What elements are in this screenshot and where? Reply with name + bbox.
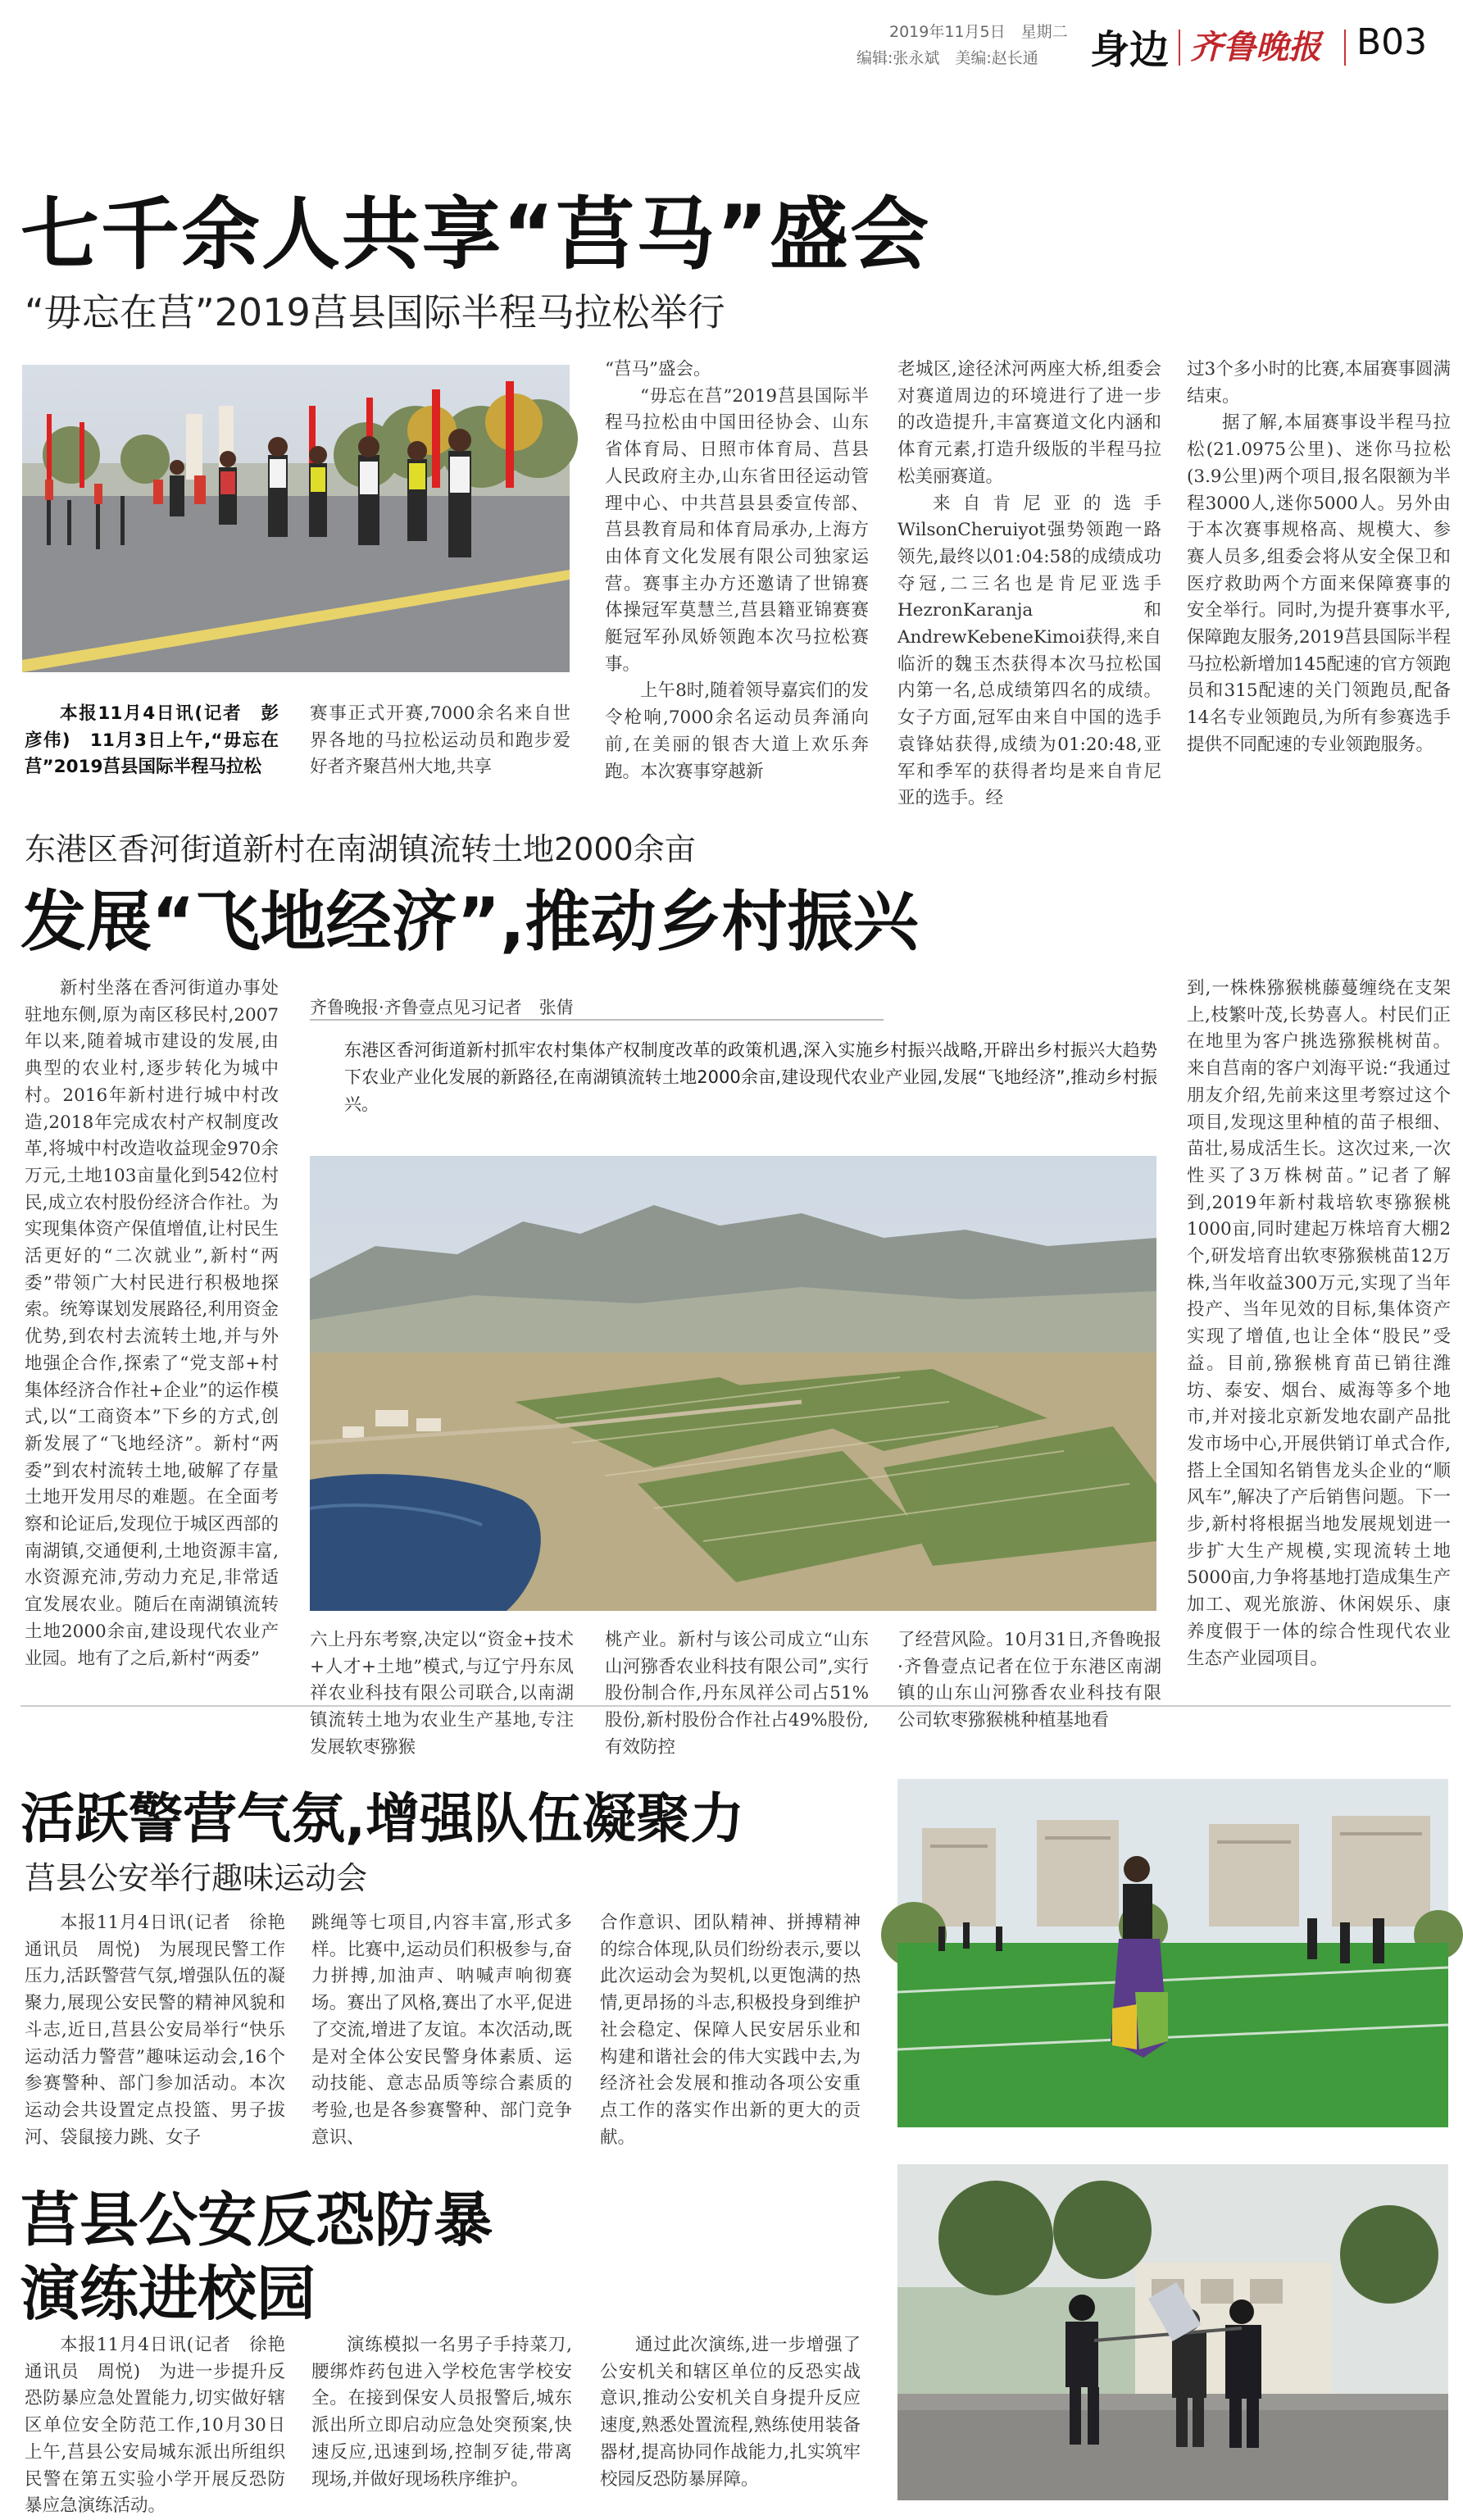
story2-left-col bbox=[25, 976, 279, 1689]
story4-col2 bbox=[311, 2332, 572, 2500]
story4-headline-line1: 莒县公安反恐防暴 bbox=[20, 2186, 493, 2254]
story4-col3-text: 通过此次演练,进一步增强了公安机关和辖区单位的反恐实战意识,推动公安机关自身提升反应速度,熟悉处置流程,熟练使用装备器材,提高协同作战能力,扎实筑牢校园反恐防暴屏障。 bbox=[600, 2335, 861, 2490]
story2-right-col bbox=[1187, 976, 1451, 1689]
sports-meet-photo bbox=[897, 1779, 1448, 2127]
story2-right-text: 到,一株株猕猴桃藤蔓缠绕在支架上,枝繁叶茂,长势喜人。村民们正在地里为客户挑选猕猴桃树苗。来自莒南的客户刘海平说:“我通过朋友介绍,先前来这里考察过这个项目,发现这里种植的苗子根细、苗壮,易成活生长。这次过来,一次性买了3万株树苗。”记者了解到,2019年新村栽培软枣猕猴桃1000亩,同时建起万株培育大棚2个,研发培育出软枣猕猴桃苗12万株,当年收益300万元,实现了当年投产、当年见效的目标,集体资产实现了增值,也让全体“股民”受益。目前,猕猴桃育苗已销往潍坊、泰安、烟台、威海等多个地市,并对接北京新发地农副产品批发市场中心,开展供销订单式合作,搭上全国知名销售龙头企业的“顺风车”,解决了产后销售问题。下一步,新村将根据当地发展规划进一步扩大生产规模,实现流转土地5000亩,力争将基地打造成集生产加工、观光旅游、休闲娱乐、康养度假于一体的综合性现代农业生态产业园项目。 bbox=[1187, 978, 1451, 1669]
page-number: B03 bbox=[1356, 21, 1428, 63]
story1-col1b bbox=[310, 701, 570, 812]
story1-subhead: “毋忘在莒”2019莒县国际半程马拉松举行 bbox=[25, 290, 725, 334]
story2-intro bbox=[344, 1037, 1157, 1148]
farmland-aerial-photo bbox=[310, 1156, 1156, 1611]
story1-col2c: 上午8时,随着领导嘉宾们的发令枪响,7000余名运动员奔涌向前,在美丽的银杏大道上欢乐奔跑。本次赛事穿越新 bbox=[605, 680, 869, 782]
story2-byline: 齐鲁晚报·齐鲁壹点见习记者 张倩 bbox=[310, 998, 574, 1017]
story1-col1b-text: 赛事正式开赛,7000余名来自世界各地的马拉松运动员和跑步爱好者齐聚莒州大地,共享 bbox=[310, 703, 570, 778]
story2-mid1-text: 六上丹东考察,决定以“资金+技术+人才+土地”模式,与辽宁丹东凤祥农业科技有限公司联合,以南湖镇流转土地为农业生产基地,专注发展软枣猕猴 bbox=[310, 1630, 574, 1758]
section-title: 身边 bbox=[1090, 27, 1170, 73]
story3-col1-text: 本报11月4日讯(记者 徐艳 通讯员 周悦) 为展现民警工作压力,活跃警营气氛,增强队伍的凝聚力,展现公安民警的精神风貌和斗志,近日,莒县公安局举行“快乐运动活力警营”趣味运动会,16个参赛警种、部门参加活动。本次运动会共设置定点投篮、男子拔河、袋鼠接力跳、女子 bbox=[25, 1913, 303, 2148]
header-divider bbox=[1179, 30, 1180, 66]
marathon-photo bbox=[22, 365, 570, 672]
story3-col3-text: 合作意识、团队精神、拼搏精神的综合体现,队员们纷纷表示,要以此次运动会为契机,以更饱满的热情,更昂扬的斗志,积极投身到维护社会稳定、保障人民安居乐业和构建和谐社会的伟大实践中去,为经济社会发展和推动各项公安重点工作的落实作出新的更大的贡献。 bbox=[600, 1913, 861, 2148]
story3-col3 bbox=[600, 1910, 861, 2148]
story1-col2b: “毋忘在莒”2019莒县国际半程马拉松由中国田径协会、山东省体育局、日照市体育局、莒县人民政府主办,山东省田径运动管理中心、中共莒县县委宣传部、莒县教育局和体育局承办,上海方由体育文化发展有限公司独家运营。赛事主办方还邀请了世锦赛体操冠军莫慧兰,莒县籍亚锦赛赛艇冠军孙凤娇领跑本次马拉松赛事。 bbox=[605, 385, 869, 675]
story1-col3b: 来自肯尼亚的选手WilsonCheruiyot强势领跑一路领先,最终以01:04:58的成绩成功夺冠,二三名也是肯尼亚选手HezronKaranja和AndrewKebeneKimoi获得,来自临沂的魏玉杰获得本次马拉松国内第一名,总成绩第四名的成绩。女子方面,冠军由来自中国的选手袁锋姑获得,成绩为01:20:48,亚军和季军的获得者均是来自肯尼亚的选手。经 bbox=[897, 493, 1161, 809]
story4-col2-text: 演练模拟一名男子手持菜刀,腰绑炸药包进入学校危害学校安全。在接到保安人员报警后,城东派出所立即启动应急处突预案,快速反应,迅速到场,控制歹徒,带离现场,并做好现场秩序维护。 bbox=[311, 2335, 572, 2490]
story3-subhead: 莒县公安举行趣味运动会 bbox=[25, 1860, 368, 1896]
story2-mid3-text: 了经营风险。10月31日,齐鲁晚报·齐鲁壹点记者在位于东港区南湖镇的山东山河猕香农业科技有限公司软枣猕猴桃种植基地看 bbox=[897, 1630, 1161, 1731]
story1-lead: 本报11月4日讯(记者 彭彦伟) 11月3日上午,“毋忘在莒”2019莒县国际半程马拉松 bbox=[25, 703, 279, 778]
story2-intro-text: 东港区香河街道新村抓牢农村集体产权制度改革的政策机遇,深入实施乡村振兴战略,开辟出乡村振兴大趋势下农业产业化发展的新路径,在南湖镇流转土地2000余亩,建设现代农业产业园,发展“飞地经济”,推动乡村振兴。 bbox=[344, 1040, 1157, 1114]
section-rule-2 bbox=[20, 1705, 1451, 1707]
story1-col2a: “莒马”盛会。 bbox=[605, 359, 711, 380]
byline-rule bbox=[310, 1019, 884, 1021]
story1-col3 bbox=[897, 357, 1161, 816]
header-divider-2 bbox=[1344, 30, 1346, 66]
story1-headline: 七千余人共享“莒马”盛会 bbox=[20, 189, 931, 280]
story2-kicker: 东港区香河街道新村在南湖镇流转土地2000余亩 bbox=[25, 831, 696, 867]
editors-line: 编辑:张永斌 美编:赵长通 bbox=[856, 49, 1038, 67]
story3-col2-text: 跳绳等七项目,内容丰富,形式多样。比赛中,运动员们积极参与,奋力拼搏,加油声、呐喊声响彻赛场。赛出了风格,赛出了水平,促进了交流,增进了友谊。本次活动,既是对全体公安民警身体素质、运动技能、意志品质等综合素质的考验,也是各参赛警种、部门竞争意识、 bbox=[311, 1913, 572, 2148]
anti-terror-drill-photo bbox=[897, 2164, 1448, 2500]
story1-col4b: 据了解,本届赛事设半程马拉松(21.0975公里)、迷你马拉松(3.9公里)两个项目,报名限额为半程3000人,迷你5000人。另外由于本次赛事规格高、规模大、参赛人员多,组委会将从安全保卫和医疗救助两个方面来保障赛事的安全举行。同时,为提升赛事水平,保障跑友服务,2019莒县国际半程马拉松新增加145配速的官方领跑员和315配速的关门领跑员,配备14名专业领跑员,为所有参赛选手提供不同配速的专业领跑服务。 bbox=[1187, 412, 1451, 755]
story1-col4a: 过3个多小时的比赛,本届赛事圆满结束。 bbox=[1187, 359, 1451, 407]
story1-col1 bbox=[25, 701, 279, 812]
story2-headline: 发展“飞地经济”,推动乡村振兴 bbox=[20, 884, 919, 960]
story4-col3 bbox=[600, 2332, 861, 2500]
story4-headline-line2: 演练进校园 bbox=[20, 2259, 316, 2328]
newspaper-logo: 齐鲁晚报 bbox=[1190, 28, 1321, 66]
story3-col1 bbox=[25, 1910, 303, 2148]
issue-date: 2019年11月5日 星期二 bbox=[889, 23, 1068, 41]
story2-mid2-text: 桃产业。新村与该公司成立“山东山河猕香农业科技有限公司”,实行股份制合作,丹东凤祥公司占51%股份,新村股份合作社占49%股份,有效防控 bbox=[605, 1630, 869, 1758]
story1-col4 bbox=[1187, 357, 1451, 816]
story3-col2 bbox=[311, 1910, 572, 2148]
story2-mid-col1 bbox=[310, 1627, 574, 1758]
story1-col3a: 老城区,途径沭河两座大桥,组委会对赛道周边的环境进行了进一步的改造提升,丰富赛道文化内涵和体育元素,打造升级版的半程马拉松美丽赛道。 bbox=[897, 359, 1161, 487]
story2-left-text: 新村坐落在香河街道办事处驻地东侧,原为南区移民村,2007年以来,随着城市建设的发展,由典型的农业村,逐步转化为城中村。2016年新村进行城中村改造,2018年完成农村产权制度改革,将城中村改造收益现金970余万元,土地103亩量化到542位村民,成立农村股份经济合作社。为实现集体资产保值增值,让村民生活更好的“二次就业”,新村“两委”带领广大村民进行积极地探索。统筹谋划发展路径,利用资金优势,到农村去流转土地,并与外地强企合作,探索了“党支部+村集体经济合作社+企业”的运作模式,以“工商资本”下乡的方式,创新发展了“飞地经济”。新村“两委”到农村流转土地,破解了存量土地开发用尽的难题。在全面考察和论证后,发现位于城区西部的南湖镇,交通便利,土地资源丰富,水资源充沛,劳动力充足,非常适宜发展农业。随后在南湖镇流转土地2000余亩,建设现代农业产业园。地有了之后,新村“两委” bbox=[25, 978, 279, 1669]
story1-col2 bbox=[605, 357, 869, 816]
story2-mid-col2 bbox=[605, 1627, 869, 1758]
story4-col1 bbox=[25, 2332, 303, 2517]
story4-col1-text: 本报11月4日讯(记者 徐艳 通讯员 周悦) 为进一步提升反恐防暴应急处置能力,切实做好辖区单位安全防范工作,10月30日上午,莒县公安局城东派出所组织民警在第五实验小学开展反恐防暴应急演练活动。 bbox=[25, 2335, 303, 2517]
story2-mid-col3 bbox=[897, 1627, 1161, 1731]
story3-headline: 活跃警营气氛,增强队伍凝聚力 bbox=[20, 1787, 745, 1850]
